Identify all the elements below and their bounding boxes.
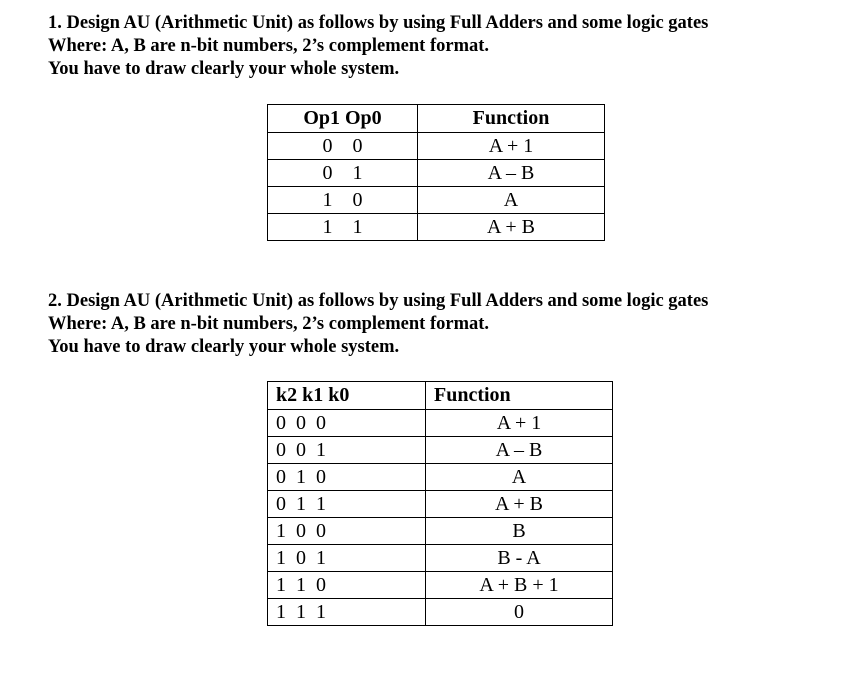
function-cell: A – B — [426, 437, 613, 464]
table-header-row — [268, 105, 605, 133]
k-code-cell: 0 0 0 — [268, 410, 426, 437]
table-row — [268, 572, 613, 599]
op-code-cell: 1 1 — [268, 214, 418, 241]
op-code-cell: 0 1 — [268, 160, 418, 187]
function-cell: A + B — [426, 491, 613, 518]
function-cell: A — [418, 187, 605, 214]
table-row — [268, 410, 613, 437]
table-row — [268, 599, 613, 626]
function-cell: 0 — [426, 599, 613, 626]
function-cell: A + 1 — [426, 410, 613, 437]
question-2-function-table — [267, 381, 613, 626]
question-2-title: 2. Design AU (Arithmetic Unit) as follows by using Full Adders and some logic gates — [48, 291, 709, 311]
question-1-where: Where: A, B are n-bit numbers, 2’s complement format. — [48, 36, 490, 56]
table-row — [268, 160, 605, 187]
question-2-instruction: You have to draw clearly your whole system. — [48, 337, 400, 357]
k-code-cell: 1 0 0 — [268, 518, 426, 545]
table-row — [268, 491, 613, 518]
k-code-cell: 0 0 1 — [268, 437, 426, 464]
table-row — [268, 437, 613, 464]
table-row — [268, 133, 605, 160]
table-row — [268, 214, 605, 241]
table-row — [268, 464, 613, 491]
k-code-cell: 1 1 0 — [268, 572, 426, 599]
function-cell: B - A — [426, 545, 613, 572]
function-cell: A — [426, 464, 613, 491]
function-cell: A – B — [418, 160, 605, 187]
k-code-cell: 1 1 1 — [268, 599, 426, 626]
table-row — [268, 518, 613, 545]
question-1-function-table — [267, 104, 605, 241]
question-2 — [48, 290, 708, 359]
table-row — [268, 545, 613, 572]
op-code-cell: 0 0 — [268, 133, 418, 160]
table-header-row — [268, 382, 613, 410]
function-cell: A + 1 — [418, 133, 605, 160]
table-row — [268, 187, 605, 214]
question-1 — [48, 12, 708, 81]
op-code-header: Op1 Op0 — [268, 105, 418, 133]
k-code-cell: 1 0 1 — [268, 545, 426, 572]
function-cell: A + B — [418, 214, 605, 241]
function-header: Function — [426, 382, 613, 410]
function-header: Function — [418, 105, 605, 133]
op-code-cell: 1 0 — [268, 187, 418, 214]
question-1-title: 1. Design AU (Arithmetic Unit) as follows by using Full Adders and some logic gates — [48, 13, 709, 33]
k-code-cell: 0 1 1 — [268, 491, 426, 518]
k-code-cell: 0 1 0 — [268, 464, 426, 491]
question-1-instruction: You have to draw clearly your whole system. — [48, 59, 400, 79]
function-cell: B — [426, 518, 613, 545]
function-cell: A + B + 1 — [426, 572, 613, 599]
k-code-header: k2 k1 k0 — [268, 382, 426, 410]
question-2-where: Where: A, B are n-bit numbers, 2’s complement format. — [48, 314, 490, 334]
